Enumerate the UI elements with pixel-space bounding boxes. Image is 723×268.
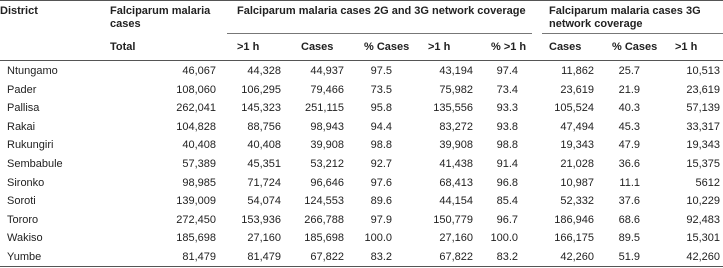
cell-g3-gt1h: 10,513 — [686, 65, 720, 77]
cell-g2-pct-gt1h: 85.4 — [496, 195, 518, 207]
cell-g2-pct-gt1h: 97.4 — [496, 65, 518, 77]
cell-g2-gt1h-b: 27,160 — [439, 232, 473, 244]
header-bottom-rule — [0, 60, 723, 61]
cell-g3-gt1h: 15,301 — [686, 232, 720, 244]
cell-g3-gt1h: 23,619 — [686, 84, 720, 96]
cell-g2-cases: 79,466 — [310, 84, 344, 96]
cell-g2-gt1h: 71,724 — [247, 177, 281, 189]
cell-g2-pct-cases: 97.5 — [370, 65, 392, 77]
cell-g3-pct-cases: 21.9 — [618, 84, 640, 96]
cell-g3-pct-cases: 89.5 — [618, 232, 640, 244]
cell-g3-pct-cases: 25.7 — [618, 65, 640, 77]
cell-total: 262,041 — [176, 102, 216, 114]
cell-g2-pct-gt1h: 93.8 — [496, 121, 518, 133]
cell-total: 46,067 — [182, 65, 216, 77]
group2-underline — [227, 33, 532, 34]
cell-g3-gt1h: 19,343 — [686, 139, 720, 151]
table-bottom-rule — [0, 266, 723, 267]
cell-g3-pct-cases: 37.6 — [618, 195, 640, 207]
cell-g2-pct-cases: 89.6 — [370, 195, 392, 207]
subheader-g3-pct-cases: % Cases — [612, 41, 658, 53]
cell-g3-pct-cases: 11.1 — [619, 177, 640, 189]
cell-g2-pct-cases: 94.4 — [370, 121, 392, 133]
cell-g2-cases: 185,698 — [304, 232, 344, 244]
cell-total: 104,828 — [176, 121, 216, 133]
cell-g2-gt1h: 44,328 — [247, 65, 281, 77]
cell-g2-cases: 124,553 — [304, 195, 344, 207]
cell-g2-gt1h: 153,936 — [241, 214, 281, 226]
cell-g2-pct-cases: 83.2 — [370, 251, 392, 263]
cell-g3-gt1h: 57,139 — [686, 102, 720, 114]
cell-g3-gt1h: 5612 — [695, 177, 720, 189]
cell-g2-gt1h-b: 39,908 — [439, 139, 473, 151]
cell-g3-gt1h: 92,483 — [686, 214, 720, 226]
cell-g2-gt1h: 27,160 — [247, 232, 281, 244]
cell-g2-gt1h: 40,408 — [247, 139, 281, 151]
cell-g2-cases: 44,937 — [310, 65, 344, 77]
cell-g2-gt1h-b: 75,982 — [439, 84, 473, 96]
cell-g3-cases: 10,987 — [560, 177, 594, 189]
cell-g2-pct-gt1h: 73.4 — [496, 84, 518, 96]
cell-g2-gt1h-b: 83,272 — [439, 121, 473, 133]
cell-g2-gt1h-b: 43,194 — [439, 65, 473, 77]
cell-g3-cases: 186,946 — [554, 214, 594, 226]
cell-g2-gt1h-b: 67,822 — [439, 251, 473, 263]
subheader-g2-cases: Cases — [301, 41, 334, 53]
cell-total: 81,479 — [182, 251, 216, 263]
cell-g2-cases: 98,943 — [310, 121, 344, 133]
cell-g3-cases: 19,343 — [560, 139, 594, 151]
cell-total: 185,698 — [176, 232, 216, 244]
subheader-g3-cases: Cases — [549, 41, 582, 53]
cell-total: 108,060 — [176, 84, 216, 96]
subheader-g2-gt1h-b: >1 h — [428, 41, 451, 53]
cell-g2-pct-cases: 97.9 — [370, 214, 392, 226]
cell-g2-gt1h: 106,295 — [241, 84, 281, 96]
cell-g3-gt1h: 15,375 — [686, 158, 720, 170]
cell-g2-gt1h: 45,351 — [247, 158, 281, 170]
header-group2: Falciparum malaria cases 2G and 3G network coverage — [237, 5, 526, 17]
cell-g2-gt1h-b: 41,438 — [439, 158, 473, 170]
cell-g2-cases: 266,788 — [304, 214, 344, 226]
cell-g2-pct-gt1h: 96.8 — [496, 177, 518, 189]
cell-g2-gt1h-b: 150,779 — [433, 214, 473, 226]
subheader-g2-pct-cases: % Cases — [364, 41, 410, 53]
district-name-cell: Ntungamo — [7, 65, 58, 77]
cell-g2-gt1h-b: 44,154 — [439, 195, 473, 207]
cell-total: 98,985 — [182, 177, 216, 189]
cell-g2-cases: 96,646 — [310, 177, 344, 189]
header-group3: Falciparum malaria cases 3G network coverage — [549, 5, 701, 30]
cell-g2-pct-gt1h: 98.8 — [496, 139, 518, 151]
cell-g2-cases: 251,115 — [305, 102, 344, 114]
cell-g2-pct-cases: 95.8 — [370, 102, 392, 114]
cell-g2-gt1h: 145,323 — [241, 102, 281, 114]
cell-g3-cases: 105,524 — [554, 102, 594, 114]
subheader-g3-gt1h: >1 h — [675, 41, 698, 53]
district-name-cell: Pader — [7, 84, 37, 96]
cell-g3-cases: 47,494 — [560, 121, 594, 133]
cell-g2-pct-cases: 73.5 — [370, 84, 392, 96]
cell-g2-pct-gt1h: 96.7 — [496, 214, 518, 226]
subheader-total: Total — [110, 41, 136, 53]
group3-underline — [542, 33, 723, 34]
cell-g3-gt1h: 42,260 — [686, 251, 720, 263]
district-name-cell: Rukungiri — [7, 139, 54, 151]
cell-g3-pct-cases: 47.9 — [618, 139, 640, 151]
cell-g3-cases: 52,332 — [560, 195, 594, 207]
cell-g2-pct-gt1h: 83.2 — [496, 251, 518, 263]
cell-g2-gt1h: 88,756 — [247, 121, 281, 133]
header-group1: Falciparum malaria cases — [110, 5, 211, 30]
cell-g2-pct-gt1h: 93.3 — [496, 102, 518, 114]
cell-g2-gt1h: 81,479 — [247, 251, 281, 263]
cell-g3-pct-cases: 45.3 — [618, 121, 640, 133]
header-district: District — [0, 5, 38, 17]
subheader-g2-pct-gt1h: % >1 h — [491, 41, 527, 53]
cell-g2-cases: 67,822 — [310, 251, 344, 263]
cell-g2-pct-gt1h: 100.0 — [490, 232, 518, 244]
cell-g3-gt1h: 33,317 — [686, 121, 720, 133]
cell-g2-gt1h: 54,074 — [247, 195, 281, 207]
cell-g3-gt1h: 10,229 — [686, 195, 720, 207]
district-name-cell: Tororo — [7, 214, 39, 226]
cell-g2-pct-gt1h: 91.4 — [496, 158, 518, 170]
table-top-rule — [0, 0, 723, 1]
cell-g2-pct-cases: 98.8 — [370, 139, 392, 151]
cell-g2-pct-cases: 92.7 — [370, 158, 392, 170]
cell-g2-pct-cases: 97.6 — [370, 177, 392, 189]
district-name-cell: Rakai — [7, 121, 36, 133]
subheader-g2-gt1h: >1 h — [237, 41, 260, 53]
district-name-cell: Sironko — [7, 177, 45, 189]
cell-g3-pct-cases: 51.9 — [618, 251, 640, 263]
cell-total: 139,009 — [176, 195, 216, 207]
cell-total: 57,389 — [182, 158, 216, 170]
cell-g3-pct-cases: 68.6 — [618, 214, 640, 226]
cell-g2-pct-cases: 100.0 — [364, 232, 392, 244]
district-name-cell: Yumbe — [7, 251, 42, 263]
cell-g3-cases: 21,028 — [560, 158, 594, 170]
district-name-cell: Sembabule — [7, 158, 63, 170]
cell-g2-cases: 39,908 — [310, 139, 344, 151]
cell-g3-cases: 23,619 — [560, 84, 594, 96]
cell-g2-gt1h-b: 135,556 — [433, 102, 473, 114]
cell-g3-cases: 166,175 — [554, 232, 594, 244]
cell-g2-cases: 53,212 — [310, 158, 344, 170]
district-name-cell: Pallisa — [7, 102, 40, 114]
cell-g3-cases: 11,862 — [561, 65, 594, 77]
district-name-cell: Wakiso — [7, 232, 43, 244]
cell-g3-pct-cases: 40.3 — [618, 102, 640, 114]
cell-g3-pct-cases: 36.6 — [618, 158, 640, 170]
cell-g3-cases: 42,260 — [560, 251, 594, 263]
cell-total: 40,408 — [182, 139, 216, 151]
cell-g2-gt1h-b: 68,413 — [439, 177, 473, 189]
cell-total: 272,450 — [176, 214, 216, 226]
district-name-cell: Soroti — [7, 195, 36, 207]
